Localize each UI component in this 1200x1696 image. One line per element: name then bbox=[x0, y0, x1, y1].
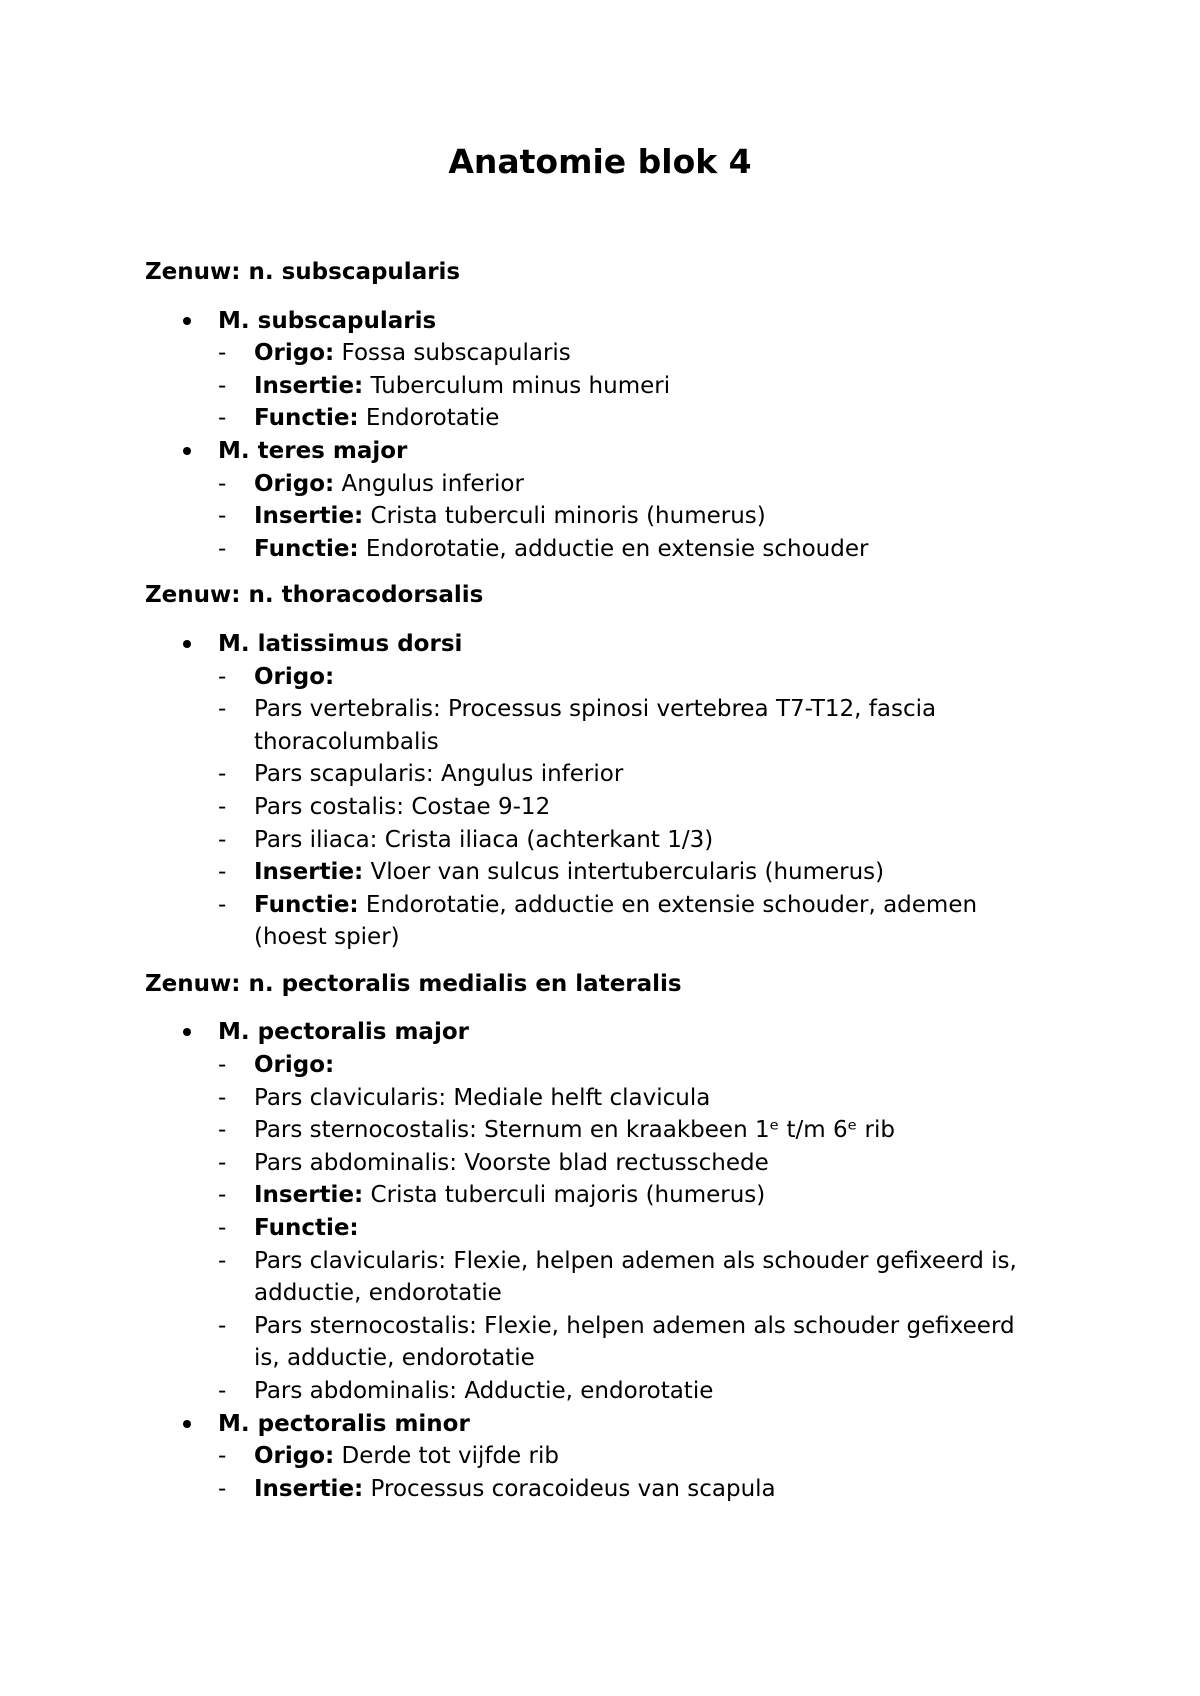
detail-text: Pars sternocostalis: Flexie, helpen ademen als schouder gefixeerd is, adductie, endorotatie bbox=[254, 1312, 1022, 1372]
detail-item bbox=[218, 1212, 1044, 1245]
detail-text: Vloer van sulcus intertubercularis (humerus) bbox=[363, 859, 885, 886]
detail-label: Insertie: bbox=[254, 1475, 364, 1502]
muscle-details bbox=[218, 1049, 1085, 1408]
detail-label: Insertie: bbox=[254, 372, 364, 399]
detail-text: Endorotatie, adductie en extensie schouder, ademen (hoest spier) bbox=[254, 891, 985, 951]
detail-item bbox=[218, 1114, 1044, 1147]
muscle-details bbox=[218, 1440, 1085, 1505]
detail-text: Crista tuberculi majoris (humerus) bbox=[363, 1182, 766, 1209]
dash-bullet-icon: - bbox=[218, 793, 227, 820]
dash-bullet-icon: - bbox=[218, 1475, 227, 1502]
detail-item bbox=[218, 889, 1044, 954]
muscle-name: M. pectoralis major bbox=[218, 1019, 469, 1046]
bullet-icon bbox=[183, 640, 191, 648]
bullet-icon bbox=[183, 1420, 191, 1428]
detail-text: Pars clavicularis: Flexie, helpen ademen als schouder gefixeerd is, adductie, endorotatie bbox=[254, 1247, 1025, 1307]
muscle-name: M. pectoralis minor bbox=[218, 1410, 470, 1437]
document-content bbox=[145, 256, 1085, 1505]
dash-bullet-icon: - bbox=[218, 1084, 227, 1111]
detail-item bbox=[218, 1049, 1044, 1082]
dash-bullet-icon: - bbox=[218, 1182, 227, 1209]
detail-label: Functie: bbox=[254, 405, 359, 432]
dash-bullet-icon: - bbox=[218, 503, 227, 530]
muscle-entry bbox=[145, 1408, 1085, 1506]
muscle-list bbox=[145, 628, 1085, 954]
detail-item bbox=[218, 1147, 1044, 1180]
bullet-icon bbox=[183, 447, 191, 455]
dash-bullet-icon: - bbox=[218, 470, 227, 497]
detail-item bbox=[218, 468, 1044, 501]
detail-text: Processus coracoideus van scapula bbox=[363, 1475, 776, 1502]
muscle-entry bbox=[145, 628, 1085, 954]
dash-bullet-icon: - bbox=[218, 1215, 227, 1242]
dash-bullet-icon: - bbox=[218, 405, 227, 432]
detail-label: Origo: bbox=[254, 663, 335, 690]
detail-label: Functie: bbox=[254, 891, 359, 918]
dash-bullet-icon: - bbox=[218, 372, 227, 399]
detail-text: Pars vertebralis: Processus spinosi vertebrea T7-T12, fascia thoracolumbalis bbox=[254, 696, 944, 755]
detail-item bbox=[218, 824, 1044, 857]
detail-item bbox=[218, 1440, 1044, 1473]
detail-label: Origo: bbox=[254, 1443, 335, 1470]
detail-label: Insertie: bbox=[254, 859, 364, 886]
detail-label: Origo: bbox=[254, 340, 335, 367]
detail-text: Pars scapularis: Angulus inferior bbox=[254, 761, 624, 788]
detail-text: Pars iliaca: Crista iliaca (achterkant 1/3) bbox=[254, 826, 714, 853]
detail-item bbox=[218, 1310, 1044, 1375]
dash-bullet-icon: - bbox=[218, 535, 227, 562]
dash-bullet-icon: - bbox=[218, 1117, 227, 1144]
detail-text: Derde tot vijfde rib bbox=[334, 1443, 559, 1470]
dash-bullet-icon: - bbox=[218, 1378, 227, 1404]
detail-item bbox=[218, 337, 1044, 370]
detail-text: Fossa subscapularis bbox=[334, 340, 571, 367]
muscle-entry bbox=[145, 435, 1085, 565]
dash-bullet-icon: - bbox=[218, 859, 227, 886]
detail-text: Pars costalis: Costae 9-12 bbox=[254, 793, 551, 820]
muscle-details bbox=[218, 661, 1085, 954]
detail-text: Pars sternocostalis: Sternum en kraakbeen 1ᵉ t/m 6ᵉ rib bbox=[254, 1117, 895, 1144]
detail-label: Functie: bbox=[254, 1215, 359, 1242]
muscle-name: M. subscapularis bbox=[218, 307, 437, 334]
detail-item bbox=[218, 693, 1044, 758]
muscle-list bbox=[145, 1016, 1085, 1505]
detail-item bbox=[218, 533, 1044, 566]
detail-item bbox=[218, 1082, 1044, 1115]
detail-item bbox=[218, 1473, 1044, 1506]
dash-bullet-icon: - bbox=[218, 1052, 227, 1079]
detail-item bbox=[218, 1245, 1044, 1310]
detail-label: Insertie: bbox=[254, 1182, 364, 1209]
muscle-details bbox=[218, 337, 1085, 435]
detail-item bbox=[218, 758, 1044, 791]
muscle-list bbox=[145, 305, 1085, 566]
detail-text: Pars abdominalis: Voorste blad rectusschede bbox=[254, 1149, 769, 1176]
muscle-entry bbox=[145, 1016, 1085, 1407]
detail-item bbox=[218, 661, 1044, 694]
dash-bullet-icon: - bbox=[218, 696, 227, 723]
document-title: Anatomie blok 4 bbox=[448, 142, 752, 181]
detail-item bbox=[218, 856, 1044, 889]
dash-bullet-icon: - bbox=[218, 826, 227, 853]
detail-item bbox=[218, 402, 1044, 435]
muscle-name: M. teres major bbox=[218, 437, 408, 464]
dash-bullet-icon: - bbox=[218, 1443, 227, 1470]
detail-item bbox=[218, 1375, 1044, 1408]
detail-text: Endorotatie bbox=[358, 405, 500, 432]
detail-text: Angulus inferior bbox=[334, 470, 524, 497]
dash-bullet-icon: - bbox=[218, 891, 227, 918]
muscle-name: M. latissimus dorsi bbox=[218, 630, 463, 657]
bullet-icon bbox=[183, 1028, 191, 1036]
detail-label: Insertie: bbox=[254, 503, 364, 530]
dash-bullet-icon: - bbox=[218, 663, 227, 690]
detail-item bbox=[218, 791, 1044, 824]
detail-text: Endorotatie, adductie en extensie schouder bbox=[358, 535, 869, 562]
detail-text: Crista tuberculi minoris (humerus) bbox=[363, 503, 766, 530]
detail-text: Tuberculum minus humeri bbox=[363, 372, 671, 399]
nerve-heading: Zenuw: n. subscapularis bbox=[145, 259, 461, 285]
dash-bullet-icon: - bbox=[218, 1247, 227, 1274]
muscle-entry bbox=[145, 305, 1085, 435]
detail-text: Pars abdominalis: Adductie, endorotatie bbox=[254, 1378, 714, 1404]
detail-label: Functie: bbox=[254, 535, 359, 562]
dash-bullet-icon: - bbox=[218, 1312, 227, 1339]
detail-label: Origo: bbox=[254, 1052, 335, 1079]
bullet-icon bbox=[183, 317, 191, 325]
detail-label: Origo: bbox=[254, 470, 335, 497]
nerve-heading: Zenuw: n. pectoralis medialis en lateralis bbox=[145, 970, 682, 997]
detail-item bbox=[218, 500, 1044, 533]
dash-bullet-icon: - bbox=[218, 1149, 227, 1176]
detail-text: Pars clavicularis: Mediale helft clavicula bbox=[254, 1084, 711, 1111]
nerve-heading: Zenuw: n. thoracodorsalis bbox=[145, 582, 484, 609]
detail-item bbox=[218, 1179, 1044, 1212]
muscle-details bbox=[218, 468, 1085, 566]
dash-bullet-icon: - bbox=[218, 761, 227, 788]
dash-bullet-icon: - bbox=[218, 340, 227, 367]
detail-item bbox=[218, 370, 1044, 403]
